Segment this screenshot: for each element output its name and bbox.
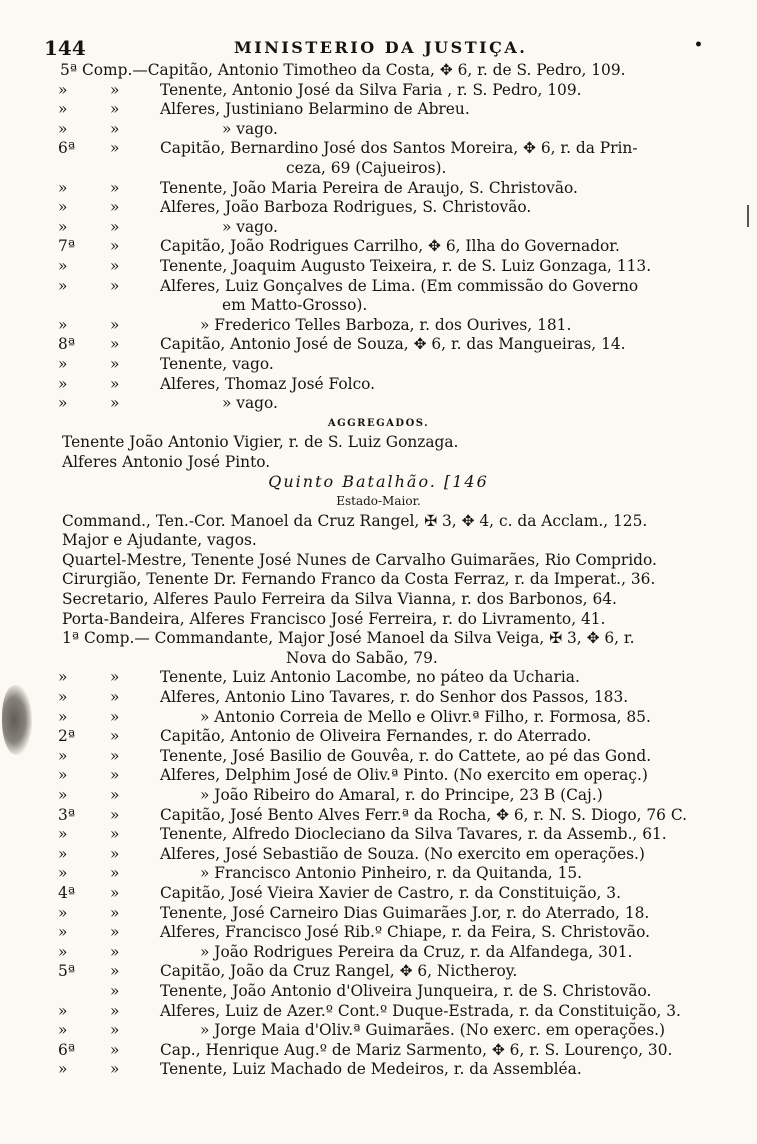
line-segment: Tenente, Luiz Machado de Medeiros, r. da Assembléa. — [160, 1060, 582, 1079]
line-segment: Alferes, Thomaz José Folco. — [160, 374, 376, 393]
text-line — [0, 316, 757, 336]
page-header — [44, 36, 717, 58]
line-segment: Tenente, José Carneiro Dias Guimarães J.or, r. do Aterrado, 18. — [160, 903, 650, 922]
text-line — [0, 629, 757, 649]
line-segment: » — [58, 100, 68, 119]
line-segment: » — [110, 962, 120, 981]
text-line — [0, 649, 757, 669]
line-segment: » — [110, 394, 120, 413]
line-segment: » Frederico Telles Barboza, r. dos Ourives, 181. — [200, 315, 572, 334]
text-line — [0, 198, 757, 218]
line-segment: » — [110, 276, 120, 295]
line-segment: » — [58, 394, 68, 413]
line-segment: » — [58, 785, 68, 804]
line-segment: » — [58, 942, 68, 961]
line-segment: » — [58, 844, 68, 863]
line-segment: 5ª — [58, 962, 76, 981]
line-segment: » Jorge Maia d'Oliv.ª Guimarães. (No exerc. em operações.) — [200, 1021, 666, 1040]
text-line — [0, 1021, 757, 1041]
text-line — [0, 766, 757, 786]
text-line — [0, 727, 757, 747]
line-segment: Alferes, Luiz de Azer.º Cont.º Duque-Estrada, r. da Constituição, 3. — [160, 1001, 681, 1020]
line-segment: Capitão, Antonio de Oliveira Fernandes, r. do Aterrado. — [160, 727, 592, 746]
text-line — [0, 531, 757, 551]
line-segment: Alferes, Francisco José Rib.º Chiape, r. da Feira, S. Christovão. — [160, 923, 650, 942]
line-segment: » — [110, 727, 120, 746]
line-segment: 7ª — [58, 237, 76, 256]
line-segment: » — [58, 864, 68, 883]
line-segment: » — [110, 785, 120, 804]
line-segment: » — [110, 688, 120, 706]
text-line — [0, 551, 757, 571]
line-segment: Tenente João Antonio Vigier, r. de S. Luiz Gonzaga. — [62, 433, 459, 452]
line-segment: Alferes, Delphim José de Oliv.ª Pinto. (No exercito em operaç.) — [160, 766, 648, 785]
text-line — [0, 257, 757, 277]
running-title: MINISTERIO DA JUSTIÇA. — [234, 38, 528, 57]
line-segment: » — [110, 844, 120, 863]
line-segment: » — [110, 315, 120, 334]
line-segment: Tenente, João Maria Pereira de Araujo, S. Christovão. — [160, 178, 578, 197]
line-segment: Capitão, José Vieira Xavier de Castro, r. da Constituição, 3. — [160, 883, 621, 902]
line-segment: » — [58, 668, 68, 687]
line-segment: Alferes, Antonio Lino Tavares, r. do Senhor dos Passos, 183. — [160, 688, 629, 706]
line-segment: » — [58, 119, 68, 138]
text-line — [0, 61, 757, 81]
line-segment: » — [58, 1060, 68, 1079]
line-segment: » — [58, 707, 68, 726]
line-segment: » — [110, 1060, 120, 1079]
line-segment: Tenente, Luiz Antonio Lacombe, no páteo da Ucharia. — [160, 668, 580, 687]
text-line — [0, 414, 757, 434]
line-segment: » — [58, 923, 68, 942]
line-segment: » — [58, 688, 68, 706]
line-segment: » vago. — [222, 217, 278, 236]
line-segment: » — [58, 315, 68, 334]
text-line — [0, 159, 757, 179]
line-segment: Tenente, João Antonio d'Oliveira Junqueira, r. de S. Christovão. — [160, 981, 652, 1000]
text-line — [0, 375, 757, 395]
text-line — [0, 747, 757, 767]
line-segment: Alferes, João Barboza Rodrigues, S. Christovão. — [160, 198, 532, 217]
line-segment: » João Rodrigues Pereira da Cruz, r. da Alfandega, 301. — [200, 942, 633, 961]
line-segment: Quinto Batalhão. [146 — [268, 472, 489, 492]
line-segment: Major e Ajudante, vagos. — [62, 531, 257, 550]
text-line — [0, 120, 757, 140]
text-line — [0, 81, 757, 101]
line-segment: Cap., Henrique Aug.º de Mariz Sarmento, ✥ 6, r. S. Lourenço, 30. — [160, 1040, 673, 1059]
line-segment: » — [110, 198, 120, 217]
line-segment: Estado-Maior. — [336, 494, 421, 509]
text-line — [0, 668, 757, 688]
line-segment: Capitão, Bernardino José dos Santos Moreira, ✥ 6, r. da Prin- — [160, 139, 638, 158]
text-line — [0, 610, 757, 630]
text-line — [0, 492, 757, 512]
text-line — [0, 218, 757, 238]
line-segment: » — [110, 923, 120, 942]
text-line — [0, 179, 757, 199]
line-segment: 8ª — [58, 335, 76, 354]
line-segment: Tenente, vago. — [160, 354, 274, 373]
line-segment: 5ª Comp.—Capitão, Antonio Timotheo da Costa, ✥ 6, r. de S. Pedro, 109. — [60, 61, 626, 79]
line-segment: » — [58, 1021, 68, 1040]
line-segment: » — [58, 178, 68, 197]
line-segment: » — [110, 825, 120, 844]
text-line — [0, 512, 757, 532]
line-segment: » — [110, 374, 120, 393]
line-segment: » — [110, 864, 120, 883]
line-segment: » — [110, 942, 120, 961]
line-segment: Alferes, Luiz Gonçalves de Lima. (Em commissão do Governo — [160, 276, 639, 295]
line-segment: » — [110, 981, 120, 1000]
line-segment: Porta-Bandeira, Alferes Francisco José Ferreira, r. do Livramento, 41. — [62, 609, 606, 628]
text-line — [0, 982, 757, 1002]
line-segment: » — [58, 276, 68, 295]
text-line — [0, 864, 757, 884]
line-segment: » — [58, 217, 68, 236]
line-segment: em Matto-Grosso). — [222, 296, 368, 315]
text-line — [0, 394, 757, 414]
line-segment: » — [110, 668, 120, 687]
line-segment: » — [58, 1001, 68, 1020]
line-segment: » João Ribeiro do Amaral, r. do Principe, 23 B (Caj.) — [200, 785, 603, 804]
line-segment: » — [110, 1040, 120, 1059]
line-segment: » Francisco Antonio Pinheiro, r. da Quitanda, 15. — [200, 864, 583, 883]
line-segment: Cirurgião, Tenente Dr. Fernando Franco da Costa Ferraz, r. da Imperat., 36. — [62, 570, 656, 589]
line-segment: 6ª — [58, 139, 76, 158]
text-line — [0, 825, 757, 845]
line-segment: Alferes, Justiniano Belarmino de Abreu. — [160, 100, 470, 119]
line-segment: » — [110, 1001, 120, 1020]
line-segment: 6ª — [58, 1040, 76, 1059]
text-line — [0, 1060, 757, 1080]
text-line — [0, 786, 757, 806]
line-segment: » — [110, 178, 120, 197]
line-segment: Nova do Sabão, 79. — [286, 648, 438, 667]
text-line — [0, 139, 757, 159]
text-line — [0, 100, 757, 120]
line-segment: » — [110, 903, 120, 922]
text-line — [0, 904, 757, 924]
text-line — [0, 1002, 757, 1022]
line-segment: » — [110, 746, 120, 765]
line-segment: » — [58, 825, 68, 844]
line-segment: » — [58, 80, 68, 99]
text-line — [0, 296, 757, 316]
text-line — [0, 472, 757, 492]
line-segment: » — [110, 707, 120, 726]
line-segment: » — [110, 766, 120, 785]
line-segment: Tenente, José Basilio de Gouvêa, r. do Cattete, ao pé das Gond. — [160, 746, 652, 765]
line-segment: Alferes Antonio José Pinto. — [62, 452, 271, 471]
line-segment: » — [110, 217, 120, 236]
line-segment: » — [110, 335, 120, 354]
line-segment: Capitão, João Rodrigues Carrilho, ✥ 6, Ilha do Governador. — [160, 237, 620, 256]
text-line — [0, 335, 757, 355]
text-line — [0, 1041, 757, 1061]
text-line — [0, 277, 757, 297]
line-segment: » — [110, 805, 120, 824]
line-segment: Command., Ten.-Cor. Manoel da Cruz Rangel, ✠ 3, ✥ 4, c. da Acclam., 125. — [62, 511, 648, 530]
line-segment: Secretario, Alferes Paulo Ferreira da Silva Vianna, r. dos Barbonos, 64. — [62, 590, 617, 609]
line-segment: » vago. — [222, 394, 278, 413]
line-segment: » — [110, 80, 120, 99]
line-segment: Tenente, Alfredo Diocleciano da Silva Tavares, r. da Assemb., 61. — [160, 825, 667, 844]
line-segment: Tenente, Joaquim Augusto Teixeira, r. de S. Luiz Gonzaga, 113. — [160, 256, 652, 275]
line-segment: » — [110, 1021, 120, 1040]
line-segment: 1ª Comp.— Commandante, Major José Manoel da Silva Veiga, ✠ 3, ✥ 6, r. — [62, 629, 635, 648]
line-segment: 2ª — [58, 727, 76, 746]
line-segment: » — [110, 100, 120, 119]
text-line — [0, 923, 757, 943]
line-segment: Alferes, José Sebastião de Souza. (No exercito em operações.) — [160, 844, 645, 863]
line-segment: » — [110, 354, 120, 373]
line-segment: » — [58, 766, 68, 785]
line-segment: Capitão, Antonio José de Souza, ✥ 6, r. das Mangueiras, 14. — [160, 335, 626, 354]
text-line — [0, 570, 757, 590]
line-segment: ceza, 69 (Cajueiros). — [286, 158, 447, 177]
line-segment: » — [110, 256, 120, 275]
line-segment: » — [110, 237, 120, 256]
line-segment: » — [58, 256, 68, 275]
line-segment: Capitão, José Bento Alves Ferr.ª da Rocha, ✥ 6, r. N. S. Diogo, 76 C. — [160, 805, 687, 824]
page-number: 144 — [44, 36, 86, 60]
text-line — [0, 884, 757, 904]
line-segment: AGGREGADOS. — [327, 417, 430, 429]
text-line — [0, 845, 757, 865]
text-line — [0, 590, 757, 610]
line-segment: » — [110, 883, 120, 902]
line-segment: Tenente, Antonio José da Silva Faria , r. S. Pedro, 109. — [160, 80, 582, 99]
line-segment: Quartel-Mestre, Tenente José Nunes de Carvalho Guimarães, Rio Comprido. — [62, 550, 657, 569]
line-segment: » — [58, 746, 68, 765]
text-line — [0, 355, 757, 375]
line-segment: » — [58, 903, 68, 922]
text-line — [0, 688, 757, 708]
text-line — [0, 453, 757, 473]
line-segment: » — [110, 119, 120, 138]
text-line — [0, 708, 757, 728]
line-segment: » — [110, 139, 120, 158]
line-segment: Capitão, João da Cruz Rangel, ✥ 6, Nictheroy. — [160, 962, 518, 981]
line-segment: » — [58, 374, 68, 393]
header-bullet: • — [694, 37, 703, 53]
line-segment: 4ª — [58, 883, 76, 902]
text-line — [0, 962, 757, 982]
text-line — [0, 806, 757, 826]
line-segment: » — [58, 198, 68, 217]
text-line — [0, 237, 757, 257]
line-segment: » — [58, 354, 68, 373]
text-line — [0, 943, 757, 963]
text-line — [0, 433, 757, 453]
text-lines — [0, 61, 757, 1080]
line-segment: » vago. — [222, 119, 278, 138]
line-segment: 3ª — [58, 805, 76, 824]
line-segment: » Antonio Correia de Mello e Olivr.ª Filho, r. Formosa, 85. — [200, 707, 651, 726]
